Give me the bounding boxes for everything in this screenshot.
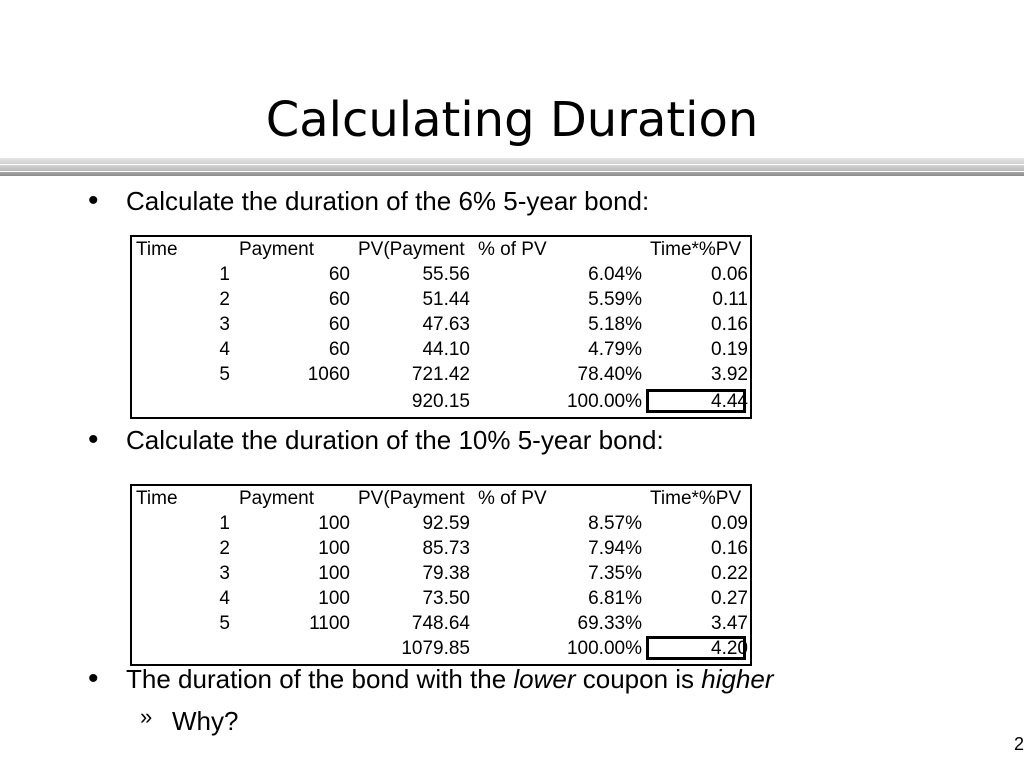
divider-band [0, 165, 1024, 171]
table-row [132, 312, 750, 337]
duration-table-6pct [130, 235, 752, 419]
total-cell: 100.00% [566, 638, 642, 659]
table-cell: 0.16 [711, 538, 748, 559]
header-cell: Time [136, 488, 178, 509]
header-cell: Time*%PV [650, 239, 742, 260]
double-chevron-icon: » [140, 704, 153, 729]
table-cell: 1100 [309, 613, 350, 634]
slide-title: Calculating Duration [265, 92, 759, 148]
bullet-text-emphasis: higher [701, 664, 774, 694]
table-header-row [132, 486, 750, 511]
total-cell: 920.15 [411, 391, 470, 412]
table-cell: 60 [328, 289, 350, 310]
table-cell: 4 [219, 588, 230, 609]
table-cell: 100 [318, 513, 350, 534]
table-cell: 73.50 [422, 588, 470, 609]
table-cell: 3 [219, 563, 230, 584]
table-cell: 4 [219, 339, 230, 360]
header-cell: Payment [239, 239, 314, 260]
table-row [132, 511, 750, 536]
table-cell: 721.42 [411, 364, 470, 385]
table-cell: 3.47 [711, 613, 748, 634]
table-row [132, 536, 750, 561]
table-cell: 6.81% [588, 588, 642, 609]
table-cell: 47.63 [422, 314, 470, 335]
bullet-text-part: The duration of the bond with the [126, 664, 514, 694]
table-cell: 85.73 [422, 538, 470, 559]
table-cell: 7.94% [588, 538, 642, 559]
table-cell: 5.59% [588, 289, 642, 310]
table-cell: 100 [318, 538, 350, 559]
bullet-dot-icon: • [88, 662, 99, 695]
table-cell: 69.33% [577, 613, 642, 634]
table-cell: 55.56 [422, 264, 470, 285]
duration-table-10pct [130, 484, 752, 666]
table-cell: 60 [328, 314, 350, 335]
table-row [132, 262, 750, 287]
bullet-text-emphasis: lower [513, 664, 576, 694]
table-cell: 2 [219, 289, 230, 310]
total-cell: 1079.85 [401, 638, 470, 659]
table-row [132, 337, 750, 362]
table-cell: 3 [219, 314, 230, 335]
table-cell: 0.16 [711, 314, 748, 335]
table-cell: 0.09 [711, 513, 748, 534]
divider-band [0, 172, 1024, 176]
bullet-text: Calculate the duration of the 6% 5-year bond: [126, 186, 650, 216]
bullet-text [126, 664, 774, 694]
header-cell: Time*%PV [650, 488, 742, 509]
table-cell: 0.11 [712, 289, 748, 310]
duration-value: 4.44 [711, 391, 748, 412]
table-cell: 78.40% [577, 364, 642, 385]
total-cell: 100.00% [566, 391, 642, 412]
bullet-text: Calculate the duration of the 10% 5-year bond: [126, 425, 664, 455]
table-cell: 7.35% [588, 563, 642, 584]
table-cell: 5 [219, 364, 230, 385]
table-cell: 44.10 [422, 339, 470, 360]
table-cell: 51.44 [422, 289, 470, 310]
table-cell: 6.04% [588, 264, 642, 285]
table-cell: 92.59 [422, 513, 470, 534]
duration-value: 4.20 [711, 638, 748, 659]
table-cell: 2 [219, 538, 230, 559]
header-cell: Payment [239, 488, 314, 509]
table-cell: 60 [328, 339, 350, 360]
table-cell: 0.27 [711, 588, 748, 609]
bullet-dot-icon: • [88, 184, 99, 217]
table-header-row [132, 237, 750, 262]
table-total-row [132, 636, 750, 661]
table-cell: 1060 [307, 364, 350, 385]
table-cell: 79.38 [422, 563, 470, 584]
bullet-text-part: coupon is [575, 664, 702, 694]
table-cell: 0.19 [711, 339, 748, 360]
table-cell: 60 [328, 264, 350, 285]
table-row [132, 362, 750, 387]
table-cell: 1 [219, 513, 230, 534]
header-cell: % of PV [478, 239, 547, 260]
header-cell: PV(Payment [358, 239, 465, 260]
header-cell: Time [136, 239, 178, 260]
table-total-row [132, 389, 750, 414]
table-cell: 3.92 [711, 364, 748, 385]
table-cell: 1 [219, 264, 230, 285]
page-number: 2 [1014, 734, 1024, 754]
table-cell: 5.18% [588, 314, 642, 335]
table-cell: 0.06 [711, 264, 748, 285]
divider-band [0, 158, 1024, 164]
table-cell: 4.79% [588, 339, 642, 360]
header-cell: % of PV [478, 488, 547, 509]
table-row [132, 561, 750, 586]
header-cell: PV(Payment [358, 488, 465, 509]
table-row [132, 287, 750, 312]
bullet-dot-icon: • [88, 423, 99, 456]
table-row [132, 586, 750, 611]
table-row [132, 611, 750, 636]
title-divider [0, 158, 1024, 178]
sub-bullet-text: Why? [172, 706, 239, 736]
table-cell: 748.64 [411, 613, 470, 634]
table-cell: 0.22 [711, 563, 748, 584]
table-cell: 5 [219, 613, 230, 634]
table-cell: 100 [318, 588, 350, 609]
table-cell: 8.57% [588, 513, 642, 534]
table-cell: 100 [318, 563, 350, 584]
